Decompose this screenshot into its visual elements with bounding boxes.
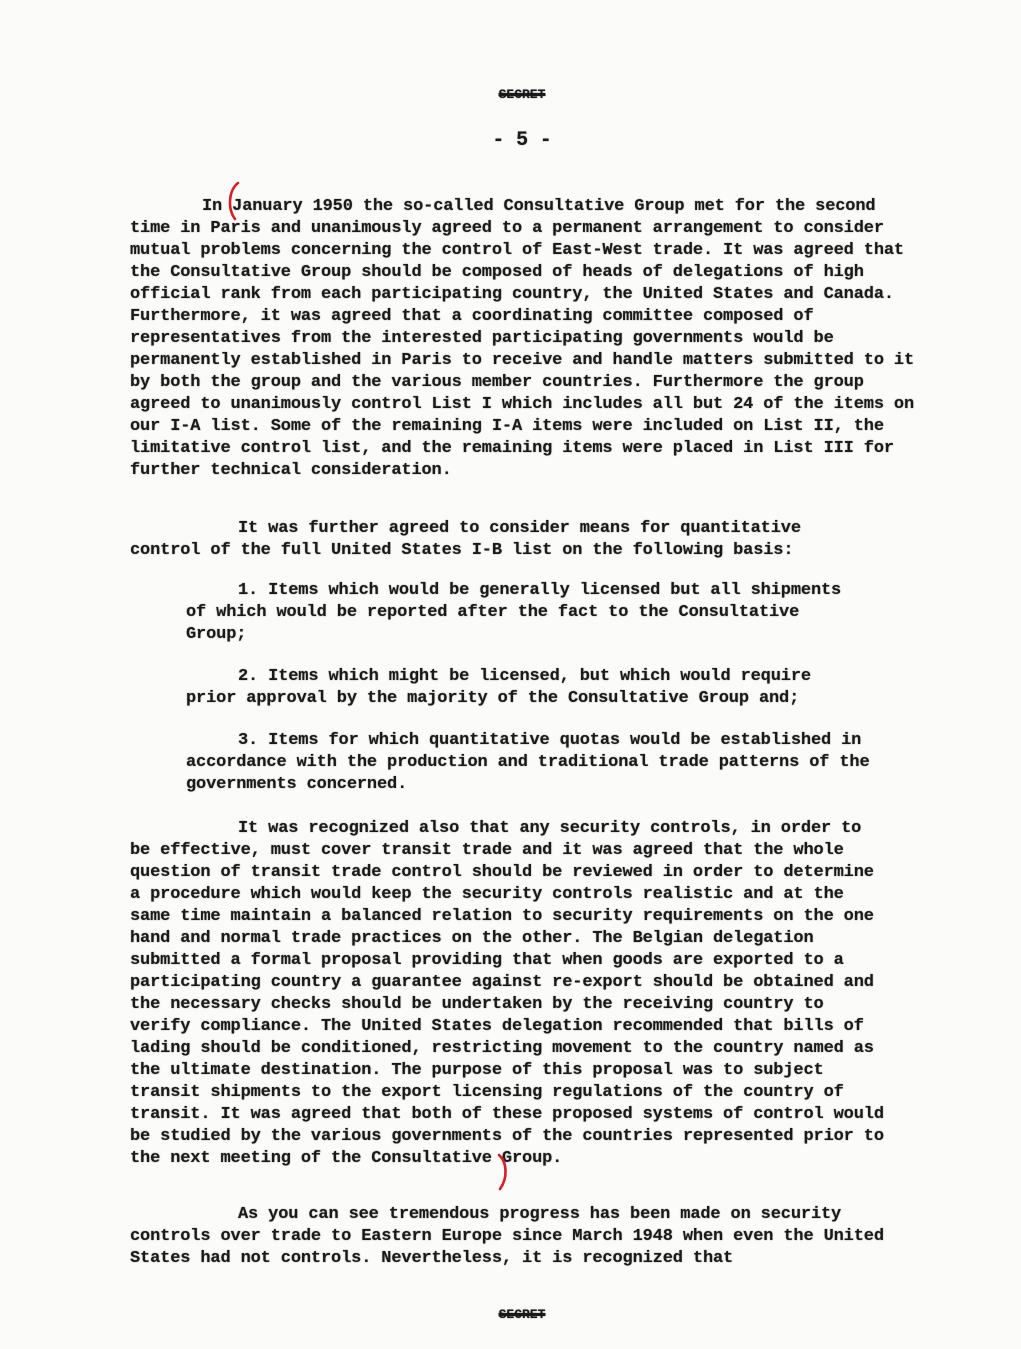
list-item-2: 2. Items which might be licensed, but which would require prior approval by the majority of the Consultative Group and; (186, 667, 811, 708)
paragraph-progress: As you can see tremendous progress has been made on security controls over trade to Eastern Europe since March 1948 when even the United States had not controls. Nevertheless, it is recognized that (130, 1205, 884, 1268)
paragraph-transit-trade: It was recognized also that any security controls, in order to be effective, must cover transit trade and it was agreed that the whole question of transit trade control should be reviewed in order to determine a procedure which would keep the security controls realistic and at the same time maintain a balanced relation to security requirements on the one hand and normal trade practices on the other. The Belgian delegation submitted a formal proposal providing that when goods are exported to a participating country a guarantee against re-export should be obtained and the necessary checks should be undertaken by the receiving country to verify compliance. The United States delegation recommended that bills of lading should be conditioned, restricting movement to the country named as the ultimate destination. The purpose of this proposal was to subject transit shipments to the export licensing regulations of the country of transit. It was agreed that both of these proposed systems of control would be studied by the various governments of the countries represented prior to the next meeting of the Consultative Group. (130, 819, 884, 1168)
list-item-1: 1. Items which would be generally licensed but all shipments of which would be reported after the fact to the Consultative Group; (186, 581, 842, 644)
classification-marking-bottom: SECRET (498, 1308, 546, 1322)
close-bracket-annotation-icon (494, 1152, 514, 1192)
paragraph-quantitative-control: It was further agreed to consider means for quantitative control of the full United States I-B list on the following basis: (130, 519, 801, 560)
page-number: - 5 - (492, 129, 552, 152)
paragraph-consultative-group: In January 1950 the so-called Consultative Group met for the second time in Paris and unanimously agreed to a permanent arrangement to consider mutual problems concerning the control of East-West trade. It was agreed that the Consultative Group should be composed of heads of delegations of high official rank from each participating country, the United States and Canada. Furthermore, it was agreed that a coordinating committee composed of representatives from the interested participating governments would be permanently established in Paris to receive and handle matters submitted to it by both the group and the various member countries. Furthermore the group agreed to unanimously control List I which includes all but 24 of the items on our I-A list. Some of the remaining I-A items were included on List II, the limitative control list, and the remaining items were placed in List III for further technical consideration. (130, 197, 915, 480)
list-item-3: 3. Items for which quantitative quotas would be established in accordance with the production and traditional trade patterns of the governments concerned. (186, 731, 870, 794)
classification-marking-top: SECRET (498, 88, 546, 102)
